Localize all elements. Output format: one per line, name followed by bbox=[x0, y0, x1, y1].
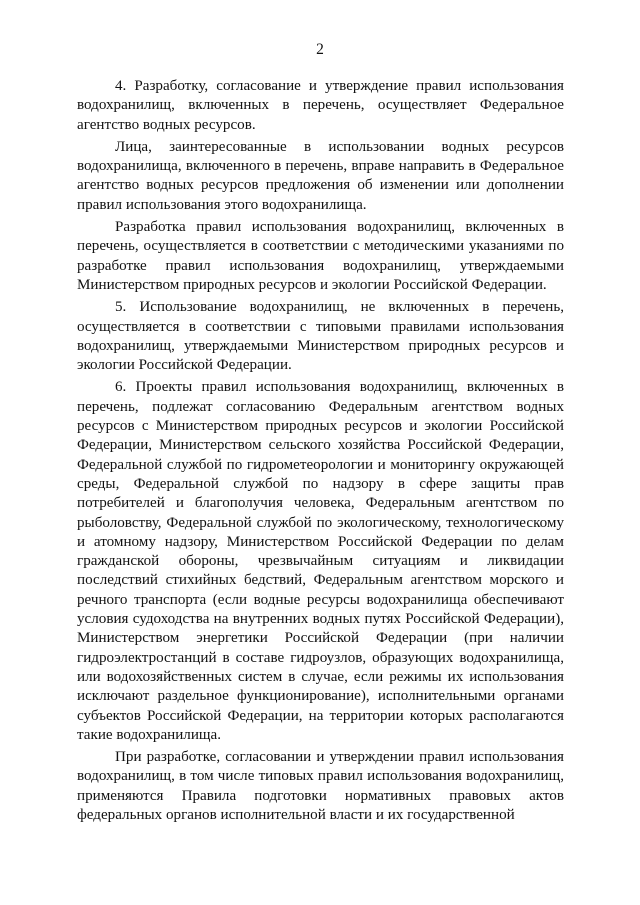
paragraph-methodical-guidelines: Разработка правил использования водохранилищ, включенных в перечень, осуществляется в соответствии с методическими указаниями по разработке правил использования водохранилищ, утверждаемыми Министерством природных ресурсов и экологии Российской Федерации. bbox=[77, 219, 564, 293]
paragraph-interested-persons: Лица, заинтересованные в использовании водных ресурсов водохранилища, включенного в перечень, вправе направить в Федеральное агентство водных ресурсов предложения об изменении или дополнении правил использования этого водохранилища. bbox=[77, 138, 564, 213]
paragraph-development-rules: При разработке, согласовании и утверждении правил использования водохранилищ, в том числе типовых правил использования водохранилищ, применяются Правила подготовки нормативных правовых актов федеральных органов исполнительной власти и их государственной bbox=[77, 749, 564, 823]
paragraph-item-5: 5. Использование водохранилищ, не включенных в перечень, осуществляется в соответствии с типовыми правилами использования водохранилищ, утверждаемыми Министерством природных ресурсов и экологии Российской Федерации. bbox=[77, 299, 564, 374]
document-body bbox=[77, 77, 564, 828]
page-number: 2 bbox=[316, 41, 324, 58]
paragraph-item-6: 6. Проекты правил использования водохранилищ, включенных в перечень, подлежат согласованию Федеральным агентством водных ресурсов с Министерством природных ресурсов и экологии Российской Федерации, Министерством сельского хозяйства Российской Федерации, Федеральной службой по гидрометеорологии и мониторингу окружающей среды, Федеральной службой по надзору в сфере защиты прав потребителей и благополучия человека, Федеральным агентством по рыболовству, Федеральной службой по экологическому, технологическому и атомному надзору, Министерством Российской Федерации по делам гражданской обороны, чрезвычайным ситуациям и ликвидации последствий стихийных бедствий, Федеральным агентством морского и речного транспорта (если водные ресурсы водохранилища обеспечивают условия судоходства на внутренних водных путях Российской Федерации), Министерством энергетики Российской Федерации (при наличии гидроэлектростанций в составе гидроузлов, образующих водохранилища, или водохозяйственных систем в случае, если режимы их использования исключают раздельное функционирование), исполнительными органами субъектов Российской Федерации, на территории которых располагаются такие водохранилища. bbox=[77, 379, 564, 743]
paragraph-item-4: 4. Разработку, согласование и утверждение правил использования водохранилищ, включенных в перечень, осуществляет Федеральное агентство водных ресурсов. bbox=[77, 78, 564, 133]
